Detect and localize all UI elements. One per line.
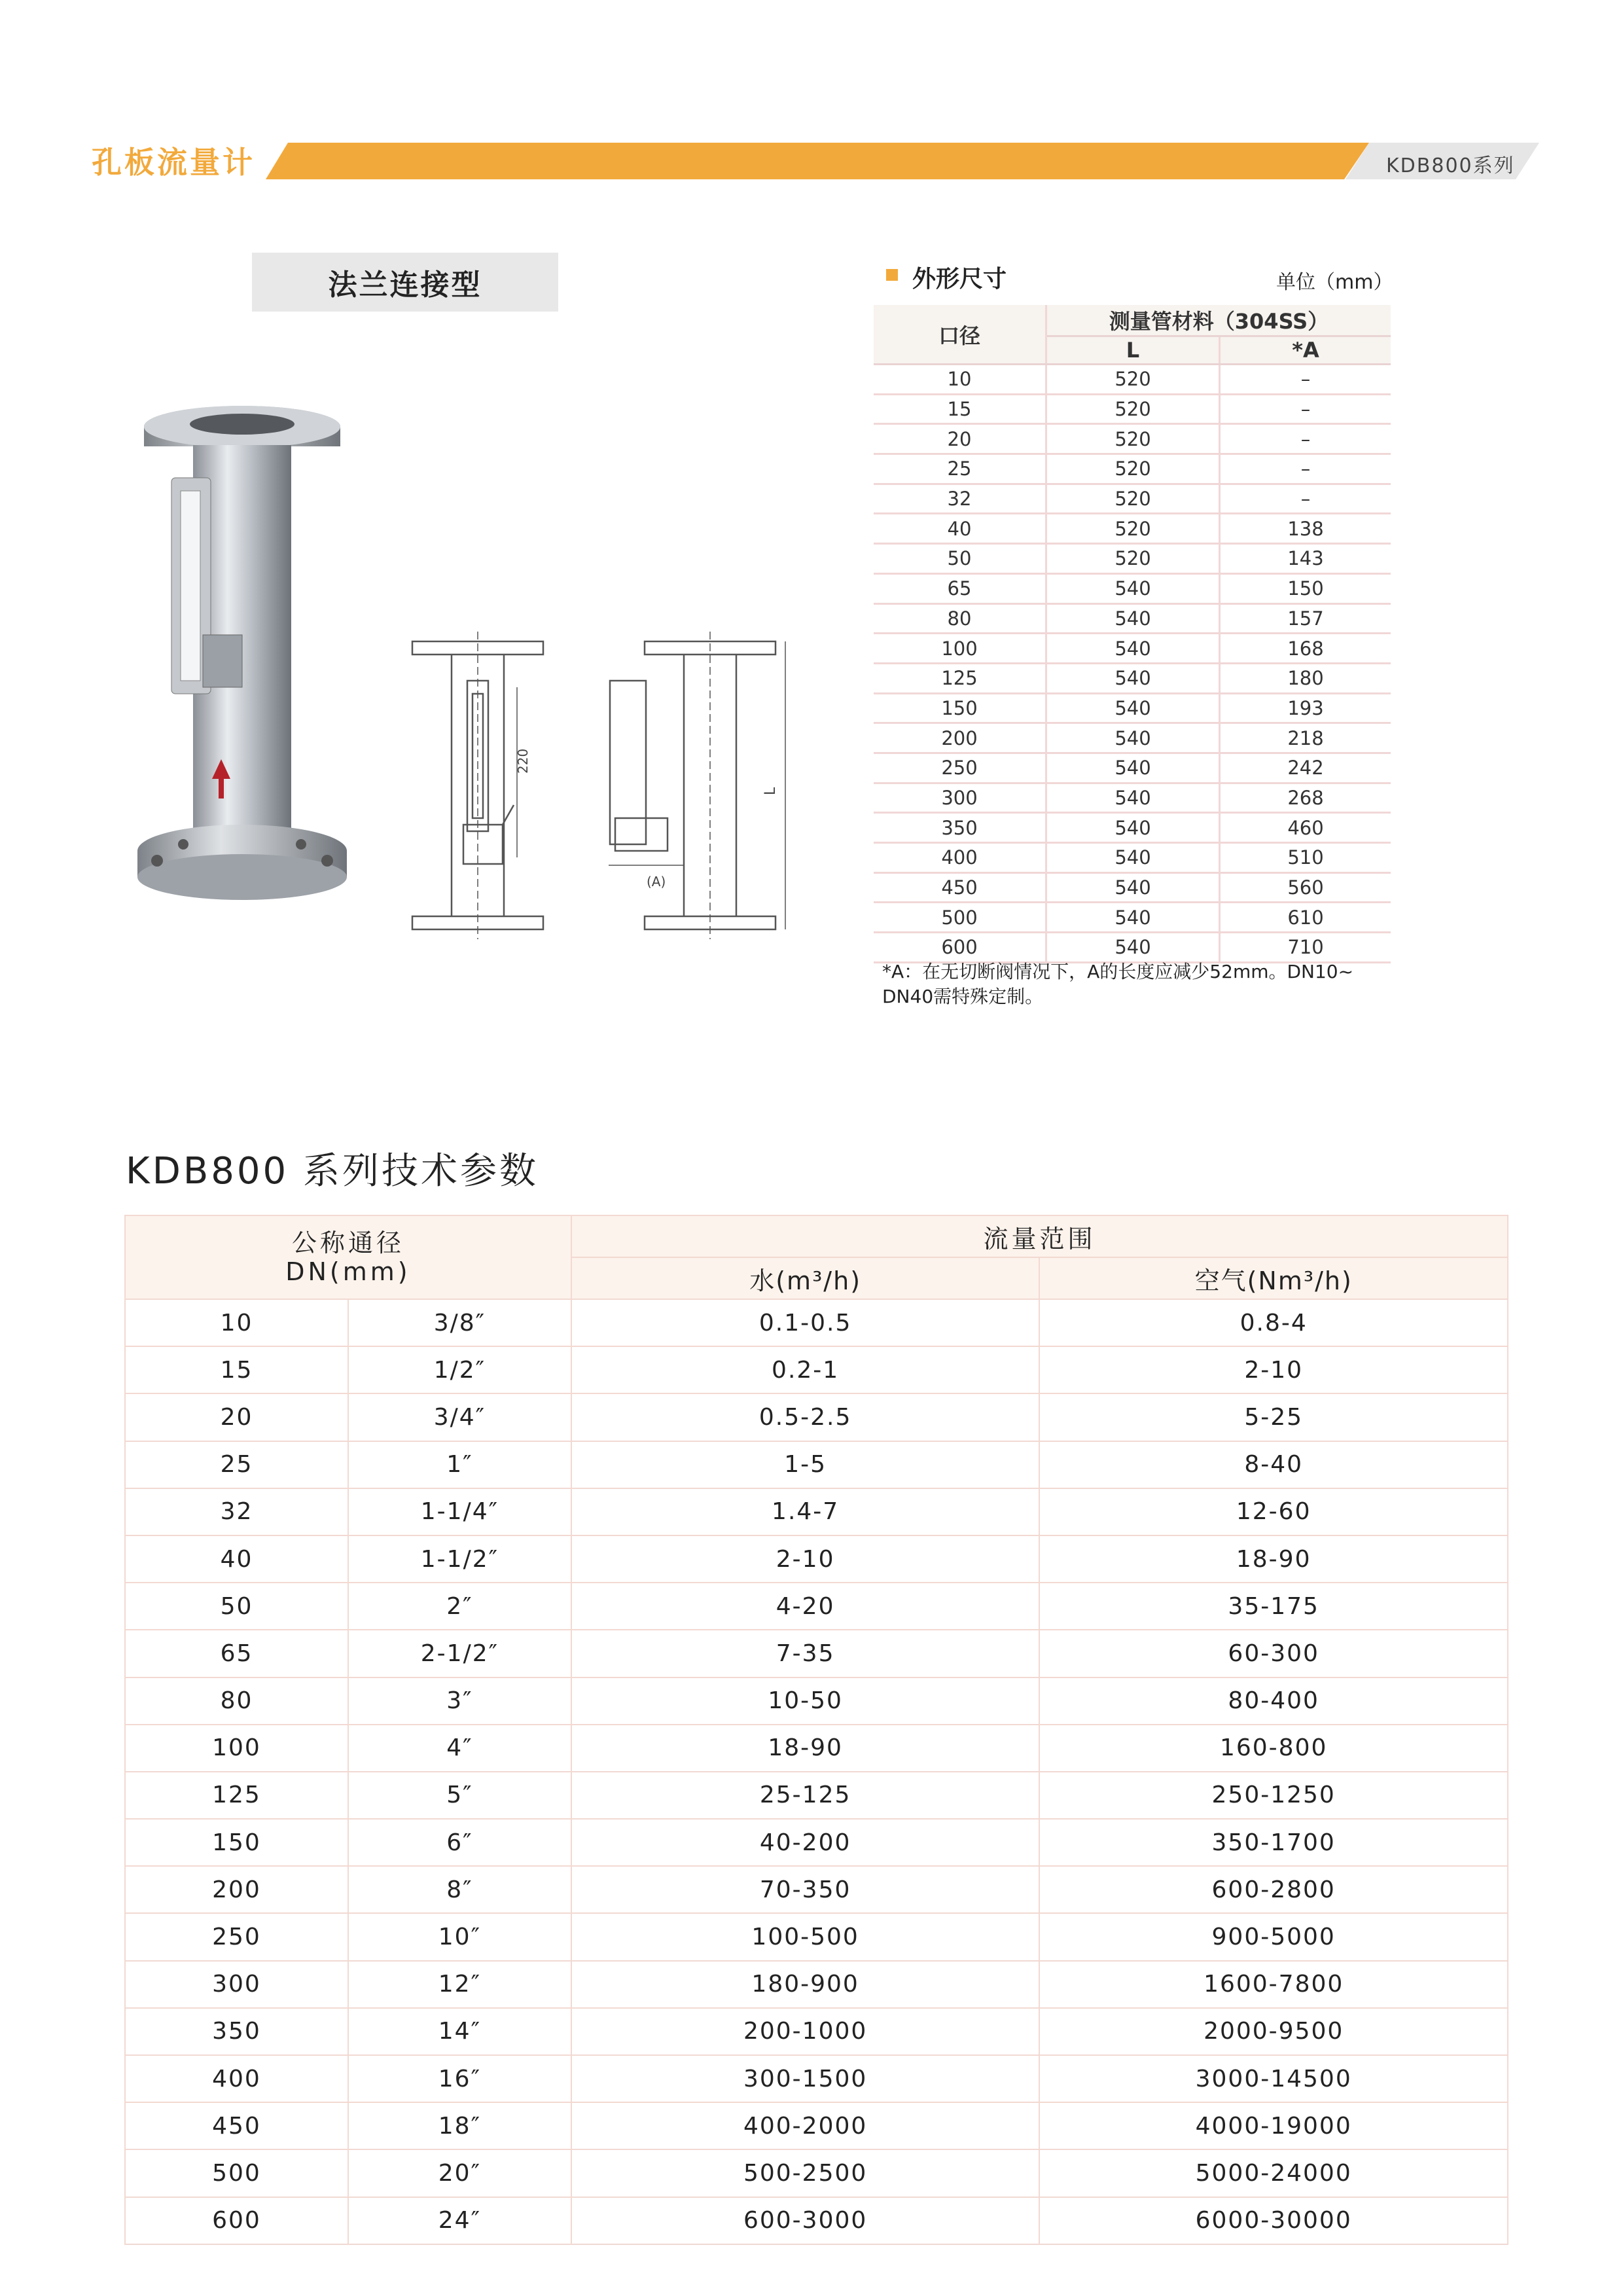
cell-water-flow: 400-2000 (571, 2102, 1039, 2149)
cell-dn-mm: 100 (125, 1725, 348, 1772)
table-row (874, 394, 1391, 424)
cell-dn-mm: 15 (125, 1346, 348, 1393)
cell-diameter: 300 (874, 783, 1046, 813)
table-row (874, 424, 1391, 454)
product-photo (131, 393, 353, 903)
cell-air-flow: 60-300 (1039, 1630, 1508, 1677)
dimensions-unit: 单位（mm） (1276, 271, 1393, 294)
cell-water-flow: 300-1500 (571, 2055, 1039, 2102)
table-row (125, 1299, 1508, 1346)
cell-dn-inch: 14″ (348, 2008, 571, 2055)
cell-dn-inch: 2-1/2″ (348, 1630, 571, 1677)
cell-diameter: 50 (874, 544, 1046, 574)
cell-a: 180 (1220, 663, 1391, 693)
table-row (874, 603, 1391, 634)
cell-a: 168 (1220, 634, 1391, 664)
cell-air-flow: 3000-14500 (1039, 2055, 1508, 2102)
cell-diameter: 100 (874, 634, 1046, 664)
cell-water-flow: 0.5-2.5 (571, 1393, 1039, 1441)
table-row (874, 783, 1391, 813)
cell-l: 540 (1046, 663, 1220, 693)
cell-water-flow: 0.2-1 (571, 1346, 1039, 1393)
cell-air-flow: 350-1700 (1039, 1819, 1508, 1866)
dimensions-table (874, 305, 1391, 963)
cell-diameter: 80 (874, 603, 1046, 634)
dim-a-label: (A) (647, 874, 666, 889)
dimensions-title: 外形尺寸 (912, 266, 1007, 293)
table-row (874, 813, 1391, 843)
table-row (874, 693, 1391, 723)
col-header-dn-line1: 公称通径 (291, 1229, 404, 1257)
col-header-l: L (1046, 336, 1220, 365)
cell-air-flow: 900-5000 (1039, 1913, 1508, 1960)
cell-air-flow: 35-175 (1039, 1583, 1508, 1630)
cell-l: 520 (1046, 484, 1220, 514)
cell-diameter: 250 (874, 753, 1046, 783)
cell-a: 560 (1220, 872, 1391, 903)
cell-water-flow: 200-1000 (571, 2008, 1039, 2055)
cell-diameter: 32 (874, 484, 1046, 514)
table-row (125, 1630, 1508, 1677)
table-row (125, 1393, 1508, 1441)
cell-water-flow: 1-5 (571, 1441, 1039, 1488)
cell-water-flow: 0.1-0.5 (571, 1299, 1039, 1346)
col-header-air: 空气(Nm³/h) (1039, 1257, 1508, 1299)
col-header-diameter: 口径 (874, 305, 1046, 365)
cell-air-flow: 18-90 (1039, 1535, 1508, 1583)
cell-diameter: 65 (874, 573, 1046, 603)
table-row (874, 872, 1391, 903)
cell-water-flow: 1.4-7 (571, 1488, 1039, 1535)
cell-air-flow: 0.8-4 (1039, 1299, 1508, 1346)
cell-dn-mm: 600 (125, 2197, 348, 2244)
cell-dn-mm: 450 (125, 2102, 348, 2149)
col-header-water: 水(m³/h) (571, 1257, 1039, 1299)
table-row (125, 2008, 1508, 2055)
cell-dn-mm: 65 (125, 1630, 348, 1677)
table-row (874, 843, 1391, 873)
cell-dn-inch: 24″ (348, 2197, 571, 2244)
cell-a: 218 (1220, 723, 1391, 753)
cell-diameter: 25 (874, 454, 1046, 484)
table-row (874, 484, 1391, 514)
cell-l: 520 (1046, 544, 1220, 574)
cell-a: – (1220, 424, 1391, 454)
cell-dn-inch: 3/4″ (348, 1393, 571, 1441)
cell-diameter: 150 (874, 693, 1046, 723)
table-row (874, 573, 1391, 603)
cell-a: 138 (1220, 514, 1391, 544)
cell-dn-inch: 18″ (348, 2102, 571, 2149)
cell-a: – (1220, 454, 1391, 484)
cell-diameter: 15 (874, 394, 1046, 424)
cell-air-flow: 2-10 (1039, 1346, 1508, 1393)
cell-l: 540 (1046, 603, 1220, 634)
table-row (125, 1535, 1508, 1583)
header-orange-bar (266, 143, 1369, 179)
cell-a: 710 (1220, 933, 1391, 963)
table-row (874, 663, 1391, 693)
cell-a: 610 (1220, 903, 1391, 933)
cell-diameter: 350 (874, 813, 1046, 843)
col-header-flow: 流量范围 (571, 1215, 1508, 1257)
cell-a: 150 (1220, 573, 1391, 603)
cell-dn-inch: 3/8″ (348, 1299, 571, 1346)
cell-diameter: 125 (874, 663, 1046, 693)
cell-dn-mm: 25 (125, 1441, 348, 1488)
cell-dn-inch: 3″ (348, 1677, 571, 1725)
table-row (125, 1346, 1508, 1393)
cell-water-flow: 500-2500 (571, 2149, 1039, 2197)
cell-water-flow: 40-200 (571, 1819, 1039, 1866)
cell-l: 540 (1046, 753, 1220, 783)
table-row (125, 1961, 1508, 2008)
cell-l: 540 (1046, 872, 1220, 903)
drawing-front-view (399, 628, 556, 942)
table-row (874, 903, 1391, 933)
cell-water-flow: 600-3000 (571, 2197, 1039, 2244)
cell-a: 268 (1220, 783, 1391, 813)
table-row (125, 1488, 1508, 1535)
cell-water-flow: 100-500 (571, 1913, 1039, 1960)
tech-params-title: KDB800 系列技术参数 (126, 1150, 539, 1193)
col-header-dn-line2: DN(mm) (285, 1257, 411, 1286)
col-header-material: 测量管材料（304SS） (1046, 305, 1391, 336)
cell-dn-inch: 5″ (348, 1772, 571, 1819)
table-row (125, 1819, 1508, 1866)
cell-a: 157 (1220, 603, 1391, 634)
table-row (874, 544, 1391, 574)
cell-l: 520 (1046, 514, 1220, 544)
cell-a: – (1220, 365, 1391, 395)
cell-water-flow: 7-35 (571, 1630, 1039, 1677)
table-row (874, 365, 1391, 395)
tech-params-table (124, 1215, 1508, 2245)
cell-l: 540 (1046, 933, 1220, 963)
cell-diameter: 450 (874, 872, 1046, 903)
note-line-2: DN40需特殊定制。 (882, 986, 1044, 1007)
drawing-side-view (589, 628, 805, 942)
cell-diameter: 600 (874, 933, 1046, 963)
cell-diameter: 20 (874, 424, 1046, 454)
table-row (874, 753, 1391, 783)
cell-dn-inch: 6″ (348, 1819, 571, 1866)
table-row (874, 514, 1391, 544)
cell-a: 460 (1220, 813, 1391, 843)
table-row (874, 634, 1391, 664)
cell-air-flow: 250-1250 (1039, 1772, 1508, 1819)
cell-dn-mm: 125 (125, 1772, 348, 1819)
cell-l: 540 (1046, 693, 1220, 723)
cell-water-flow: 18-90 (571, 1725, 1039, 1772)
cell-dn-inch: 1/2″ (348, 1346, 571, 1393)
cell-a: 510 (1220, 843, 1391, 873)
cell-diameter: 200 (874, 723, 1046, 753)
cell-air-flow: 1600-7800 (1039, 1961, 1508, 2008)
dim-220-label: 220 (515, 748, 531, 774)
cell-air-flow: 160-800 (1039, 1725, 1508, 1772)
cell-dn-inch: 20″ (348, 2149, 571, 2197)
cell-dn-mm: 32 (125, 1488, 348, 1535)
cell-diameter: 40 (874, 514, 1046, 544)
cell-dn-mm: 40 (125, 1535, 348, 1583)
cell-a: 242 (1220, 753, 1391, 783)
table-row (125, 1677, 1508, 1725)
cell-water-flow: 10-50 (571, 1677, 1039, 1725)
dimensions-note (882, 960, 1399, 1009)
note-line-1: *A：在无切断阀情况下，A的长度应减少52mm。DN10~ (882, 961, 1354, 982)
cell-l: 520 (1046, 394, 1220, 424)
cell-dn-inch: 16″ (348, 2055, 571, 2102)
col-header-dn (125, 1215, 571, 1299)
dim-l-label: L (762, 787, 779, 795)
cell-dn-inch: 1-1/4″ (348, 1488, 571, 1535)
cell-dn-inch: 8″ (348, 1866, 571, 1913)
cell-dn-mm: 500 (125, 2149, 348, 2197)
cell-l: 520 (1046, 365, 1220, 395)
table-row (874, 454, 1391, 484)
cell-dn-inch: 1-1/2″ (348, 1535, 571, 1583)
table-row (125, 2149, 1508, 2197)
cell-water-flow: 25-125 (571, 1772, 1039, 1819)
cell-dn-mm: 50 (125, 1583, 348, 1630)
table-row (125, 2197, 1508, 2244)
cell-a: 143 (1220, 544, 1391, 574)
cell-l: 540 (1046, 903, 1220, 933)
cell-air-flow: 6000-30000 (1039, 2197, 1508, 2244)
cell-diameter: 400 (874, 843, 1046, 873)
cell-l: 540 (1046, 813, 1220, 843)
col-header-a: *A (1220, 336, 1391, 365)
cell-l: 540 (1046, 843, 1220, 873)
table-row (125, 2055, 1508, 2102)
cell-diameter: 500 (874, 903, 1046, 933)
cell-dn-mm: 400 (125, 2055, 348, 2102)
cell-a: – (1220, 394, 1391, 424)
cell-dn-inch: 10″ (348, 1913, 571, 1960)
table-row (125, 1583, 1508, 1630)
section-bullet-icon (886, 269, 898, 281)
cell-dn-mm: 200 (125, 1866, 348, 1913)
cell-dn-mm: 150 (125, 1819, 348, 1866)
cell-dn-mm: 10 (125, 1299, 348, 1346)
cell-dn-mm: 300 (125, 1961, 348, 2008)
table-row (125, 1913, 1508, 1960)
cell-l: 540 (1046, 634, 1220, 664)
table-row (125, 1441, 1508, 1488)
cell-water-flow: 2-10 (571, 1535, 1039, 1583)
cell-dn-inch: 2″ (348, 1583, 571, 1630)
table-row (125, 1772, 1508, 1819)
cell-diameter: 10 (874, 365, 1046, 395)
cell-l: 520 (1046, 424, 1220, 454)
cell-air-flow: 8-40 (1039, 1441, 1508, 1488)
cell-dn-inch: 12″ (348, 1961, 571, 2008)
cell-l: 520 (1046, 454, 1220, 484)
table-row (874, 933, 1391, 963)
cell-water-flow: 180-900 (571, 1961, 1039, 2008)
cell-dn-mm: 80 (125, 1677, 348, 1725)
cell-air-flow: 5-25 (1039, 1393, 1508, 1441)
cell-dn-mm: 20 (125, 1393, 348, 1441)
flange-type-label: 法兰连接型 (252, 253, 558, 312)
cell-air-flow: 12-60 (1039, 1488, 1508, 1535)
cell-l: 540 (1046, 783, 1220, 813)
cell-dn-mm: 350 (125, 2008, 348, 2055)
table-row (125, 1725, 1508, 1772)
series-label: KDB800系列 (1386, 154, 1515, 177)
cell-water-flow: 4-20 (571, 1583, 1039, 1630)
cell-dn-inch: 4″ (348, 1725, 571, 1772)
table-row (125, 2102, 1508, 2149)
page-title: 孔板流量计 (92, 145, 255, 180)
cell-air-flow: 5000-24000 (1039, 2149, 1508, 2197)
cell-a: – (1220, 484, 1391, 514)
cell-air-flow: 4000-19000 (1039, 2102, 1508, 2149)
cell-water-flow: 70-350 (571, 1866, 1039, 1913)
cell-l: 540 (1046, 573, 1220, 603)
cell-air-flow: 600-2800 (1039, 1866, 1508, 1913)
cell-dn-mm: 250 (125, 1913, 348, 1960)
cell-a: 193 (1220, 693, 1391, 723)
cell-dn-inch: 1″ (348, 1441, 571, 1488)
table-row (125, 1866, 1508, 1913)
cell-air-flow: 80-400 (1039, 1677, 1508, 1725)
table-row (874, 723, 1391, 753)
cell-air-flow: 2000-9500 (1039, 2008, 1508, 2055)
cell-l: 540 (1046, 723, 1220, 753)
